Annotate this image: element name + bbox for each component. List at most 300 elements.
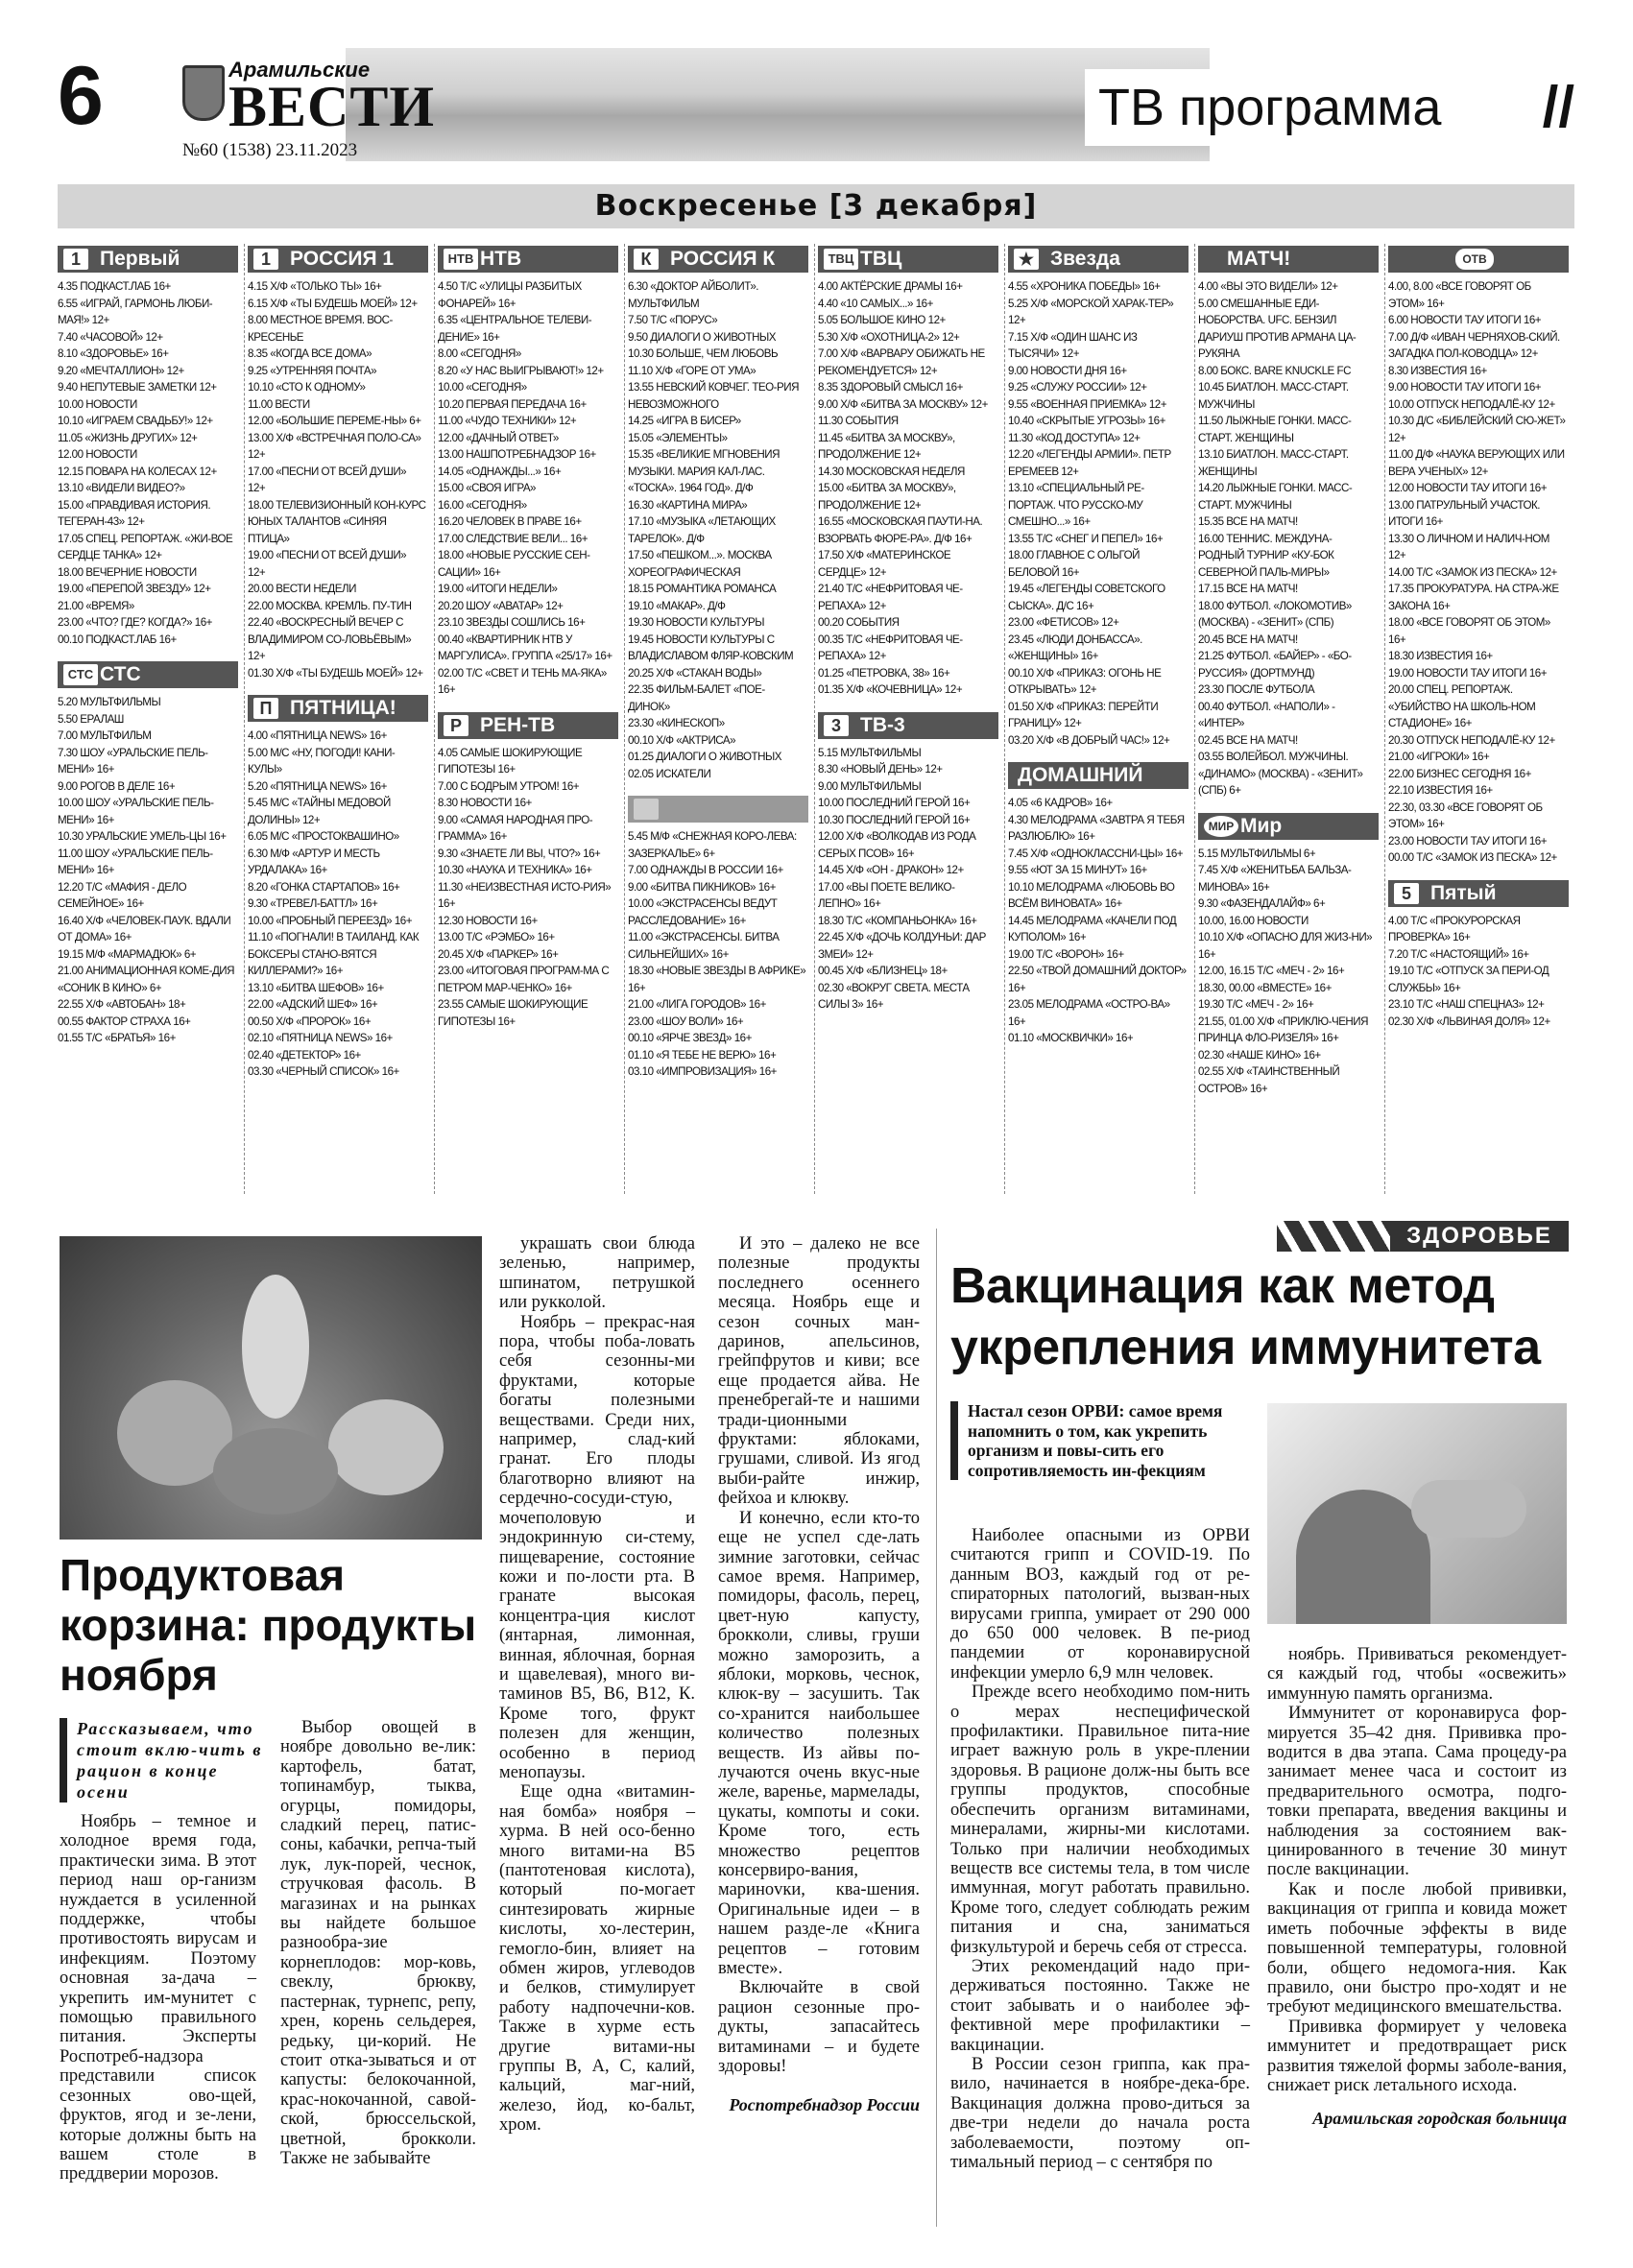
article1-column-b	[280, 1718, 476, 2168]
program-item: 8.30 ИЗВЕСТИЯ 16+	[1388, 364, 1487, 377]
program-item: 16.00 «СЕГОДНЯ»	[438, 498, 527, 512]
paragraph: И конечно, если кто-то еще не успел сде-лать зимние заготовки, сейчас самое время. Например, помидоры, фасоль, перец, цвет-ную капусту, брокколи, сливы, груши можно заморозить, а яблоки, морковь, чеснок, клюк-ву – засушить. Так со-хранится наибольшее количество полезных веществ. Из айвы по-лучаются очень вкус-ные желе, варенье, мармелады, цукаты, компоты и соки. Кроме того, есть множество рецептов консервиро-вания, маринovки, ква-шения. Оригинальные идеи – в нашем разде-ле «Книга рецептов – готовим вместе».	[718, 1508, 920, 1979]
program-item: 22.45 Х/Ф «ДОЧЬ КОЛДУНЬИ: ДАР ЗМЕИ» 12+	[818, 931, 986, 961]
program-item: 14.00 Т/С «ЗАМОК ИЗ ПЕСКА» 12+	[1388, 565, 1557, 579]
program-item: 6.00 НОВОСТИ ТАУ ИТОГИ 16+	[1388, 314, 1542, 326]
vegetables-photo	[60, 1236, 482, 1540]
program-item: 9.30 «ТРЕВЕЛ-БАТТЛ» 16+	[248, 897, 378, 910]
program-item: 10.10 «ИГРАЕМ СВАДЬБУ!» 12+	[58, 415, 213, 427]
channel-header-rentv	[438, 712, 618, 739]
program-item: 02.30 «НАШЕ КИНО» 16+	[1198, 1048, 1321, 1062]
rossiya-logo-icon: 1	[253, 249, 278, 270]
program-item: 02.45 ВСЕ НА МАТЧ!	[1198, 733, 1298, 747]
program-item: 9.50 ДИАЛОГИ О ЖИВОТНЫХ	[628, 330, 777, 344]
program-item: 20.45 ВСЕ НА МАТЧ!	[1198, 633, 1298, 646]
program-item: 7.15 Х/Ф «ОДИН ШАНС ИЗ ТЫСЯЧИ» 12+	[1008, 330, 1138, 360]
program-item: 9.00 Х/Ф «БИТВА ЗА МОСКВУ» 12+	[818, 397, 988, 411]
program-item: 12.00 Х/Ф «ВОЛКОДАВ ИЗ РОДА СЕРЫХ ПСОВ» 16+	[818, 830, 976, 860]
program-item: 17.00 СЛЕДСТВИЕ ВЕЛИ... 16+	[438, 532, 588, 545]
program-item: 18.00 ВЕЧЕРНИЕ НОВОСТИ	[58, 565, 197, 579]
channel-name: ТВЦ	[860, 248, 902, 270]
program-item: 11.00 ШОУ «УРАЛЬСКИЕ ПЕЛЬ-МЕНИ» 16+	[58, 847, 213, 876]
paragraph: Прививка формирует у человека иммунитет и предотвращает риск развития тяжелой формы заболе-вания, снижает риск летального исхода.	[1267, 2017, 1567, 2095]
program-item: 4.55 «ХРОНИКА ПОБЕДЫ» 16+	[1008, 280, 1161, 293]
program-item: 03.10 «ИМПРОВИЗАЦИЯ» 16+	[628, 1065, 777, 1078]
program-item: 19.00 «ПЕСНИ ОТ ВСЕЙ ДУШИ» 12+	[248, 549, 407, 579]
program-item: 5.45 М/Ф «СНЕЖНАЯ КОРО-ЛЕВА: ЗАЗЕРКАЛЬЕ» 6+	[628, 830, 797, 860]
program-item: 9.00 МУЛЬТФИЛЬМЫ	[818, 779, 922, 793]
program-item: 19.45 «ЛЕГЕНДЫ СОВЕТСКОГО СЫСКА». Д/С 16+	[1008, 583, 1165, 612]
program-item: 7.00 ОДНАЖДЫ В РОССИИ 16+	[628, 864, 783, 876]
program-item: 9.55 «ВОЕННАЯ ПРИЕМКА» 12+	[1008, 397, 1167, 411]
program-item: 4.00, 8.00 «ВСЕ ГОВОРЯТ ОБ ЭТОМ» 16+	[1388, 280, 1531, 310]
program-item: 18.30 «НОВЫЕ ЗВЕЗДЫ В АФРИКЕ» 16+	[628, 965, 806, 994]
program-item: 20.20 ШОУ «АВАТАР» 12+	[438, 599, 564, 612]
program-item: 5.25 Х/Ф «МОРСКОЙ ХАРАК-ТЕР» 12+	[1008, 297, 1174, 326]
program-item: 10.00, 16.00 НОВОСТИ	[1198, 914, 1309, 927]
program-item: 14.05 «ОДНАЖДЫ...» 16+	[438, 465, 562, 478]
program-item: 02.40 «ДЕТЕКТОР» 16+	[248, 1048, 361, 1062]
program-item: 15.00 «БИТВА ЗА МОСКВУ», ПРОДОЛЖЕНИЕ 12+	[818, 482, 956, 512]
program-item: 12.15 ПОВАРА НА КОЛЕСАХ 12+	[58, 465, 217, 478]
program-item: 00.35 Т/С «НЕФРИТОВАЯ ЧЕ-РЕПАХА» 12+	[818, 633, 963, 662]
channel-name: МАТЧ!	[1227, 248, 1291, 270]
program-item: 01.55 Т/С «БРАТЬЯ» 16+	[58, 1032, 176, 1044]
program-item: 10.00 ПОСЛЕДНИЙ ГЕРОЙ 16+	[818, 797, 971, 809]
program-item: 18.15 РОМАНТИКА РОМАНСА	[628, 583, 777, 595]
program-item: 17.50 «ПЕШКОМ...». МОСКВА ХОРЕОГРАФИЧЕСКАЯ	[628, 549, 772, 579]
article1-signature: Роспотребнадзор России	[729, 2095, 920, 2115]
channel-header-domashniy	[1008, 762, 1189, 789]
program-item: 01.25 ДИАЛОГИ О ЖИВОТНЫХ	[628, 751, 781, 763]
program-item: 16.55 «МОСКОВСКАЯ ПАУТИ-НА. ВЗОРВАТЬ ФЮРЕ-РА». Д/Ф 16+	[818, 515, 983, 545]
program-item: 22.10 ИЗВЕСТИЯ 16+	[1388, 784, 1493, 797]
program-item: 4.30 МЕЛОДРАМА «ЗАВТРА Я ТЕБЯ РАЗЛЮБЛЮ» 16+	[1008, 813, 1185, 843]
program-item: 4.00 «ВЫ ЭТО ВИДЕЛИ» 12+	[1198, 280, 1338, 293]
program-item: 10.30 УРАЛЬСКИЕ УМЕЛЬ-ЦЫ 16+	[58, 830, 227, 843]
program-item: 7.40 «ЧАСОВОЙ» 12+	[58, 330, 163, 344]
program-item: 9.25 «СЛУЖУ РОССИИ» 12+	[1008, 381, 1147, 394]
program-item: 01.25 «ПЕТРОВКА, 38» 16+	[818, 666, 950, 680]
section-slashes: //	[1542, 75, 1574, 139]
program-item: 19.00 НОВОСТИ ТАУ ИТОГИ 16+	[1388, 666, 1548, 680]
channel-name: ДОМАШНИЙ	[1018, 764, 1143, 786]
program-item: 02.30 «ВОКРУГ СВЕТА. МЕСТА СИЛЫ 3» 16+	[818, 981, 970, 1011]
program-item: 9.40 НЕПУТЕВЫЕ ЗАМЕТКИ 12+	[58, 381, 217, 394]
program-item: 5.45 М/С «ТАЙНЫ МЕДОВОЙ ДОЛИНЫ» 12+	[248, 797, 391, 826]
tv-column-3	[438, 244, 618, 1194]
program-item: 5.00 М/С «НУ, ПОГОДИ! КАНИ-КУЛЫ»	[248, 746, 396, 776]
program-item: 9.20 «МЕЧТАЛЛИОН» 12+	[58, 364, 184, 377]
program-item: 21.00 «ЛИГА ГОРОДОВ» 16+	[628, 998, 766, 1011]
program-item: 19.15 М/Ф «МАРМАДЮК» 6+	[58, 947, 197, 961]
tv-column-5	[818, 244, 998, 1194]
logo-subtitle: Арамильские	[228, 58, 371, 82]
program-item: 10.10 Х/Ф «ОПАСНО ДЛЯ ЖИЗ-НИ» 16+	[1198, 931, 1373, 961]
program-item: 9.00 «САМАЯ НАРОДНАЯ ПРО-ГРАММА» 16+	[438, 813, 593, 843]
program-item: 19.10 «МАКАР». Д/Ф	[628, 599, 726, 612]
program-item: 11.45 «БИТВА ЗА МОСКВУ», ПРОДОЛЖЕНИЕ 12+	[818, 431, 955, 461]
program-item: 10.10 МЕЛОДРАМА «ЛЮБОВЬ ВО ВСЁМ ВИНОВАТА» 16+	[1008, 880, 1175, 910]
ntv-logo-icon: НТВ	[444, 249, 478, 270]
program-item: 11.50 ЛЫЖНЫЕ ГОНКИ. МАСС-СТАРТ. ЖЕНЩИНЫ	[1198, 415, 1352, 444]
program-item: 4.50 Т/С «УЛИЦЫ РАЗБИТЫХ ФОНАРЕЙ» 16+	[438, 280, 582, 310]
channel-header-pyatnica	[248, 695, 428, 722]
program-item: 9.55 «ЮТ ЗА 15 МИНУТ» 16+	[1008, 864, 1147, 876]
program-list	[818, 745, 998, 1014]
program-item: 01.50 Х/Ф «ПРИКАЗ: ПЕРЕЙТИ ГРАНИЦУ» 12+	[1008, 700, 1159, 729]
program-item: 9.30 «ФАЗЕНДАЛАЙФ» 6+	[1198, 897, 1326, 910]
program-item: 01.30 Х/Ф «ТЫ БУДЕШЬ МОЕЙ» 12+	[248, 666, 423, 680]
program-item: 5.15 МУЛЬТФИЛЬМЫ 6+	[1198, 847, 1316, 860]
program-item: 10.30 ПОСЛЕДНИЙ ГЕРОЙ 16+	[818, 813, 971, 826]
program-item: 16.30 «КАРТИНА МИРА»	[628, 498, 748, 512]
paragraph: Выбор овощей в ноябре довольно ве-лик: картофель, батат, топинамбур, тыква, огурцы, помидоры, сладкий перец, патис-соны, кабачки, репча-тый лук, лук-порей, чеснок, стручковая фасоль. В магазинах и на рынках вы найдете большое разнообра-зие корнеплодов: мор-ковь, свеклу, брюкву, пастернак, турнепс, репу, хрен, корень сельдерея, редьку, ци-корий. Не стоит отка-зываться и от капусты: белокочанной, крас-нокочанной, савой-ской, брюссельской, цветной, брокколи. Также не забывайте	[280, 1718, 476, 2168]
program-item: 13.30 О ЛИЧНОМ И НАЛИЧ-НОМ 12+	[1388, 532, 1549, 561]
program-item: 8.35 «КОГДА ВСЕ ДОМА»	[248, 347, 372, 360]
program-item: 22.00 «АДСКИЙ ШЕФ» 16+	[248, 998, 378, 1011]
article1-column-d-text	[718, 1234, 920, 2076]
channel-name: РОССИЯ К	[670, 248, 776, 270]
program-item: 7.20 Т/С «НАСТОЯЩИЙ» 16+	[1388, 947, 1529, 961]
tv-column-6	[1008, 244, 1189, 1194]
day-bar: Воскресенье [3 декабря]	[58, 184, 1574, 228]
program-item: 19.30 НОВОСТИ КУЛЬТУРЫ	[628, 616, 764, 629]
program-item: 12.20 Т/С «МАФИЯ - ДЕЛО СЕМЕЙНОЕ» 16+	[58, 880, 187, 910]
channel-header-tvc	[818, 246, 998, 273]
program-list	[1388, 278, 1569, 867]
program-item: 00.00 Т/С «ЗАМОК ИЗ ПЕСКА» 12+	[1388, 851, 1557, 864]
program-item: 20.30 ОТПУСК НЕПОДАЛЁ-КУ 12+	[1388, 733, 1555, 747]
program-list	[58, 278, 238, 648]
program-item: 4.05 «6 КАДРОВ» 16+	[1008, 797, 1113, 809]
program-item: 23.45 «ЛЮДИ ДОНБАССА». «ЖЕНЩИНЫ» 16+	[1008, 633, 1142, 662]
program-item: 4.35 ПОДКАСТ.ЛАБ 16+	[58, 280, 171, 293]
program-item: 00.50 Х/Ф «ПРОРОК» 16+	[248, 1015, 372, 1028]
program-item: 21.40 Т/С «НЕФРИТОВАЯ ЧЕ-РЕПАХА» 12+	[818, 583, 963, 612]
program-item: 5.20 «ПЯТНИЦА NEWS» 16+	[248, 779, 387, 793]
program-item: 19.00 «ПЕРЕПОЙ ЗВЕЗДУ» 12+	[58, 583, 211, 595]
program-item: 10.30 «НАУКА И ТЕХНИКА» 16+	[438, 864, 592, 876]
program-item: 7.45 Х/Ф «ОДНОКЛАССНИ-ЦЫ» 16+	[1008, 847, 1184, 860]
program-item: 9.00 «БИТВА ПИКНИКОВ» 16+	[628, 880, 776, 894]
program-item: 8.30 НОВОСТИ 16+	[438, 797, 532, 809]
program-item: 02.05 ИСКАТЕЛИ	[628, 767, 711, 780]
program-item: 13.00 ПАТРУЛЬНЫЙ УЧАСТОК. ИТОГИ 16+	[1388, 498, 1540, 528]
program-list	[818, 278, 998, 699]
program-item: 11.00 Д/Ф «НАУКА ВЕРУЮЩИХ ИЛИ ВЕРА УЧЕНЫХ» 12+	[1388, 448, 1565, 478]
paragraph: Ноябрь – темное и холодное время года, практически зима. В этот период наш ор-ганизм нуждается в усиленной поддержке, чтобы противостоять вирусам и инфекциям. Поэтому основная за-дача – укрепить им-мунитет с помощью правильного питания. Эксперты Роспотреб-надзора представили список сезонных ово-щей, фруктов, ягод и зе-лени, которые должны быть на вашем столе в преддверии морозов.	[60, 1812, 256, 2184]
program-item: 15.35 ВСЕ НА МАТЧ!	[1198, 515, 1298, 528]
tv3-logo-icon: 3	[824, 715, 849, 736]
program-item: 11.00 «ЧУДО ТЕХНИКИ» 12+	[438, 415, 577, 427]
program-item: 22.00 БИЗНЕС СЕГОДНЯ 16+	[1388, 767, 1531, 780]
program-item: 7.00 Д/Ф «ИВАН ЧЕРНЯХОВ-СКИЙ. ЗАГАДКА ПОЛ-КОВОДЦА» 12+	[1388, 330, 1560, 360]
program-item: 23.00 «ШОУ ВОЛИ» 16+	[628, 1015, 744, 1028]
program-item: 10.30 БОЛЬШЕ, ЧЕМ ЛЮБОВЬ	[628, 347, 779, 360]
program-item: 7.45 Х/Ф «ЖЕНИТЬБА БАЛЬЗА-МИНОВА» 16+	[1198, 864, 1352, 894]
program-item: 02.10 «ПЯТНИЦА NEWS» 16+	[248, 1032, 393, 1044]
program-item: 12.00 «БОЛЬШИЕ ПЕРЕМЕ-НЫ» 6+	[248, 415, 421, 427]
program-item: 16.40 Х/Ф «ЧЕЛОВЕК-ПАУК. ВДАЛИ ОТ ДОМА» 16+	[58, 914, 231, 943]
program-list	[438, 278, 618, 699]
program-item: 23.05 МЕЛОДРАМА «ОСТРО-ВА» 16+	[1008, 998, 1170, 1028]
program-item: 8.20 «ГОНКА СТАРТАПОВ» 16+	[248, 880, 400, 894]
coat-of-arms-icon	[182, 65, 225, 121]
channel-name: РЕН-ТВ	[480, 713, 556, 736]
program-item: 4.15 Х/Ф «ТОЛЬКО ТЫ» 16+	[248, 280, 382, 293]
paragraph: ноябрь. Прививаться рекомендует-ся каждый год, чтобы «освежить» иммунную память организма.	[1267, 1645, 1567, 1704]
channel-header-zvezda	[1008, 246, 1189, 273]
paragraph: украшать свои блюда зеленью, например, шпинатом, петрушкой или рукколой.	[499, 1234, 695, 1313]
program-item: 23.00 «ИТОГОВАЯ ПРОГРАМ-МА С ПЕТРОМ МАР-ЧЕНКО» 16+	[438, 965, 610, 994]
article1-title: Продуктовая корзина: продукты ноября	[60, 1550, 477, 1700]
program-item: 23.10 Т/С «НАШ СПЕЦНАЗ» 12+	[1388, 998, 1545, 1011]
paragraph: И это – далеко не все полезные продукты последнего осеннего месяца. Ноябрь еще и сезон сочных ман-даринов, апельсинов, грейпфрутов и киви; все еще продается айва. Не пренебрегай-те и нашими тради-ционными фруктами: яблоками, грушами, сливой. Из ягод выби-райте инжир, фейхоа и клюкву.	[718, 1234, 920, 1509]
logo-title: ВЕСТИ	[228, 75, 436, 138]
program-item: 01.35 Х/Ф «КОЧЕВНИЦА» 12+	[818, 683, 963, 696]
program-list	[58, 694, 238, 1047]
program-item: 23.00 «ЧТО? ГДЕ? КОГДА?» 16+	[58, 616, 212, 629]
program-item: 23.00 «ФЕТИСОВ» 12+	[1008, 616, 1119, 629]
program-item: 17.35 ПРОКУРАТУРА. НА СТРА-ЖЕ ЗАКОНА 16+	[1388, 583, 1559, 612]
program-item: 4.00 Т/С «ПРОКУРОРСКАЯ ПРОВЕРКА» 16+	[1388, 914, 1521, 943]
program-item: 12.00, 16.15 Т/С «МЕЧ - 2» 16+	[1198, 965, 1345, 977]
program-item: 22.30, 03.30 «ВСЕ ГОВОРЯТ ОБ ЭТОМ» 16+	[1388, 800, 1543, 830]
program-item: 00.10 Х/Ф «АКТРИСА»	[628, 733, 736, 747]
channel-name: Мир	[1240, 814, 1283, 837]
program-item: 12.00 НОВОСТИ ТАУ ИТОГИ 16+	[1388, 482, 1548, 494]
paragraph: Этих рекомендаций надо при-держиваться постоянно. Также не стоит забывать и о наиболее эф-фективной мере профилактики – вакцинации.	[950, 1956, 1250, 2055]
article2-lead: Настал сезон ОРВИ: самое время напомнить о том, как укрепить организм и повы-сить его сопротивляемость ин-фекциям	[950, 1401, 1267, 1480]
program-item: 6.55 «ИГРАЙ, ГАРМОНЬ ЛЮБИ-МАЯ!» 12+	[58, 297, 213, 326]
program-item: 23.55 САМЫЕ ШОКИРУЮЩИЕ ГИПОТЕЗЫ 16+	[438, 998, 588, 1028]
program-item: 19.30 Т/С «МЕЧ - 2» 16+	[1198, 998, 1314, 1011]
article2-column-b-text	[1267, 1645, 1567, 2095]
program-item: 5.20 МУЛЬТФИЛЬМЫ	[58, 696, 161, 708]
channel-header-ntv	[438, 246, 618, 273]
program-item: 17.10 «МУЗЫКА «ЛЕТАЮЩИХ ТАРЕЛОК». Д/Ф	[628, 515, 776, 545]
issue-line: №60 (1538) 23.11.2023	[182, 140, 358, 160]
program-item: 13.10 «ВИДЕЛИ ВИДЕО?»	[58, 482, 185, 494]
program-item: 7.00 МУЛЬТФИЛЬМ	[58, 729, 152, 742]
program-item: 17.00 «ПЕСНИ ОТ ВСЕЙ ДУШИ» 12+	[248, 465, 407, 494]
program-item: 8.30 «НОВЫЙ ДЕНЬ» 12+	[818, 763, 943, 776]
channel-header-pyatyy	[1388, 880, 1569, 907]
channel-header-rossiya1	[248, 246, 428, 273]
program-item: 10.00 ШОУ «УРАЛЬСКИЕ ПЕЛЬ-МЕНИ» 16+	[58, 797, 214, 826]
program-item: 11.10 «ПОГНАЛИ! В ТАИЛАНД. КАК БОКСЕРЫ СТАНО-ВЯТСЯ КИЛЛЕРАМИ?» 16+	[248, 931, 420, 977]
program-item: 00.20 СОБЫТИЯ	[818, 616, 900, 629]
program-item: 8.10 «ЗДОРОВЬЕ» 16+	[58, 347, 169, 360]
program-item: 02.30 Х/Ф «ЛЬВИНАЯ ДОЛЯ» 12+	[1388, 1015, 1550, 1028]
rubric-stripes	[1277, 1221, 1402, 1252]
program-item: 10.10 «СТО К ОДНОМУ»	[248, 381, 366, 394]
program-item: 01.10 «МОСКВИЧКИ» 16+	[1008, 1032, 1134, 1044]
tv-grid	[58, 244, 1578, 1194]
program-item: 7.50 Т/С «ПОРУС»	[628, 314, 718, 326]
program-item: 13.00 НАШПОТРЕБНАДЗОР 16+	[438, 448, 596, 461]
program-item: 22.50 «ТВОЙ ДОМАШНИЙ ДОКТОР» 16+	[1008, 965, 1187, 994]
program-list	[1008, 795, 1189, 1047]
program-item: 21.55, 01.00 Х/Ф «ПРИКЛЮ-ЧЕНИЯ ПРИНЦА ФЛО-РИЗЕЛЯ» 16+	[1198, 1015, 1368, 1044]
program-item: 6.05 М/С «ПРОСТОКВАШИНО»	[248, 830, 399, 843]
program-item: 11.00 ВЕСТИ	[248, 397, 310, 411]
program-item: 14.45 Х/Ф «ОН - ДРАКОН» 12+	[818, 864, 964, 876]
program-item: 00.40 ФУТБОЛ. «НАПОЛИ» - «ИНТЕР»	[1198, 700, 1335, 729]
program-item: 14.20 ЛЫЖНЫЕ ГОНКИ. МАСС-СТАРТ. МУЖЧИНЫ	[1198, 482, 1353, 512]
tv-column-2	[248, 244, 428, 1194]
program-item: 21.00 «ВРЕМЯ»	[58, 599, 134, 612]
program-item: 14.25 «ИГРА В БИСЕР»	[628, 415, 741, 427]
program-item: 5.30 Х/Ф «ОХОТНИЦА-2» 12+	[818, 330, 960, 344]
program-item: 22.55 Х/Ф «АВТОБАН» 18+	[58, 998, 186, 1011]
program-item: 10.00 ОТПУСК НЕПОДАЛЁ-КУ 12+	[1388, 397, 1555, 411]
program-item: 5.50 ЕРАЛАШ	[58, 712, 124, 726]
program-item: 11.30 СОБЫТИЯ	[818, 415, 899, 427]
program-list	[1008, 278, 1189, 749]
program-item: 4.00 «ПЯТНИЦА NEWS» 16+	[248, 729, 387, 742]
program-item: 16.20 ЧЕЛОВЕК В ПРАВЕ 16+	[438, 515, 582, 528]
program-item: 12.00 НОВОСТИ	[58, 448, 137, 461]
program-item: 9.00 РОГОВ В ДЕЛЕ 16+	[58, 779, 176, 793]
program-item: 00.10 Х/Ф «ПРИКАЗ: ОГОНЬ НЕ ОТКРЫВАТЬ» 12+	[1008, 666, 1162, 696]
program-item: 19.00 «ИТОГИ НЕДЕЛИ»	[438, 583, 558, 595]
program-item: 10.40 «СКРЫТЫЕ УГРОЗЫ» 16+	[1008, 415, 1165, 427]
program-list	[438, 745, 618, 1031]
tv-column-7	[1198, 244, 1379, 1194]
tv-column-8	[1388, 244, 1569, 1194]
program-item: 10.00 «СЕГОДНЯ»	[438, 381, 527, 394]
program-item: 9.00 НОВОСТИ ДНЯ 16+	[1008, 364, 1127, 377]
program-item: 6.30 М/Ф «АРТУР И МЕСТЬ УРДАЛАКА» 16+	[248, 847, 380, 876]
program-list	[248, 728, 428, 1081]
program-item: 11.30 «КОД ДОСТУПА» 12+	[1008, 431, 1141, 444]
program-item: 02.00 Т/С «СВЕТ И ТЕНЬ МА-ЯКА» 16+	[438, 666, 607, 696]
program-item: 10.45 БИАТЛОН. МАСС-СТАРТ. МУЖЧИНЫ	[1198, 381, 1349, 411]
program-item: 02.55 Х/Ф «ТАИНСТВЕННЫЙ ОСТРОВ» 16+	[1198, 1065, 1340, 1095]
program-item: 18.30 ИЗВЕСТИЯ 16+	[1388, 650, 1493, 662]
program-item: 14.30 МОСКОВСКАЯ НЕДЕЛЯ	[818, 465, 965, 478]
page-number: 6	[58, 50, 104, 142]
program-item: 15.00 «ПРАВДИВАЯ ИСТОРИЯ. ТЕГЕРАН-43» 12+	[58, 498, 211, 528]
program-item: 15.35 «ВЕЛИКИЕ МГНОВЕНИЯ МУЗЫКИ. МАРИЯ КАЛ-ЛАС. «ТОСКА». 1964 ГОД». Д/Ф	[628, 448, 780, 494]
program-item: 23.30 «КИНЕСКОП»	[628, 717, 725, 729]
tnt-logo-icon	[634, 799, 659, 820]
article2-column-a	[950, 1526, 1250, 2172]
program-list	[628, 278, 808, 782]
rubric-health	[1277, 1221, 1565, 1252]
page-header	[58, 48, 1574, 163]
program-item: 18.30, 00.00 «ВМЕСТЕ» 16+	[1198, 981, 1332, 994]
program-item: 7.00 Х/Ф «ВАРВАРУ ОБИЖАТЬ НЕ РЕКОМЕНДУЕТСЯ» 12+	[818, 347, 985, 377]
program-list	[248, 278, 428, 681]
otv-logo-icon: ОТВ	[1455, 249, 1494, 270]
program-list	[1388, 913, 1569, 1031]
paragraph: Ноябрь – прекрас-ная пора, чтобы поба-ловать себя сезонны-ми фруктами, которые богаты полезными веществами. Среди них, например, слад-кий гранат. Его плоды благотворно влияют на сердечно-сосуди-стую, мочеполовую и эндокринную си-стему, пищеварение, состояние кожи и по-лости рта. В гранате высокая концентра-ция кислот (янтарная, лимонная, винная, яблочная, борная и щавелевая), много ви-таминов В5, В6, В12, К. Кроме того, фрукт полезен для женщин, особенно в период менопаузы.	[499, 1312, 695, 1782]
program-item: 22.40 «ВОСКРЕСНЫЙ ВЕЧЕР С ВЛАДИМИРОМ СО-ЛОВЬЁВЫМ» 12+	[248, 616, 412, 662]
newspaper-logo	[182, 58, 470, 160]
paragraph: Наиболее опасными из ОРВИ считаются грипп и COVID-19. По данным ВОЗ, каждый год от ре-спираторных патологий, вызван-ных вирусами гриппа, умирает от 290 000 до 650 000 человек. В пе-риод пандемии от коронавирусной инфекции умерло 6,9 млн человек.	[950, 1526, 1250, 1683]
program-item: 22.35 ФИЛЬМ-БАЛЕТ «ПОЕ-ДИНОК»	[628, 683, 765, 713]
header-landscape-photo	[346, 48, 1210, 161]
star-icon: ★	[1014, 249, 1039, 270]
channel-header-perviy	[58, 246, 238, 273]
program-item: 13.10 «СПЕЦИАЛЬНЫЙ РЕ-ПОРТАЖ. ЧТО РУССКО-МУ СМЕШНО...» 16+	[1008, 482, 1144, 528]
channel-header-tv3	[818, 712, 998, 739]
program-item: 13.55 Т/С «СНЕГ И ПЕПЕЛ» 16+	[1008, 532, 1164, 545]
program-item: 18.00 «ВСЕ ГОВОРЯТ ОБ ЭТОМ» 16+	[1388, 616, 1550, 646]
mir-logo-icon: МИР	[1204, 816, 1238, 837]
program-item: 19.45 НОВОСТИ КУЛЬТУРЫ С ВЛАДИСЛАВОМ ФЛЯР-КОВСКИМ	[628, 633, 794, 662]
channel-name: ТВ-3	[860, 713, 905, 736]
article1-column-c	[499, 1234, 695, 2136]
program-item: 21.00 «ИГРОКИ» 16+	[1388, 751, 1490, 763]
perviy-logo-icon: 1	[63, 249, 88, 270]
program-item: 00.45 Х/Ф «БЛИЗНЕЦ» 18+	[818, 965, 948, 977]
article1-lead: Рассказываем, что стоит вклю-чить в рацион в конце осени	[60, 1718, 274, 1802]
program-item: 8.20 «У НАС ВЫИГРЫВАЮТ!» 12+	[438, 364, 604, 377]
program-item: 12.20 «ЛЕГЕНДЫ АРМИИ». ПЕТР ЕРЕМЕЕВ 12+	[1008, 448, 1171, 478]
tv-column-1	[58, 244, 238, 1194]
section-title: ТВ программа	[1085, 69, 1549, 146]
vaccination-photo	[1267, 1403, 1567, 1624]
channel-header-sts	[58, 661, 238, 688]
program-item: 20.45 Х/Ф «ПАРКЕР» 16+	[438, 947, 559, 961]
program-item: 10.00 «ПРОБНЫЙ ПЕРЕЕЗД» 16+	[248, 914, 413, 927]
sts-logo-icon: СТС	[63, 664, 98, 685]
channel-name: Звезда	[1050, 248, 1120, 270]
program-item: 9.00 НОВОСТИ ТАУ ИТОГИ 16+	[1388, 381, 1542, 394]
program-item: 6.15 Х/Ф «ТЫ БУДЕШЬ МОЕЙ» 12+	[248, 297, 418, 310]
paragraph: Как и после любой прививки, вакцинация от гриппа и ковида может иметь побочные эффекты в виде повышенной температуры, головной боли, общего недомога-ния. Как правило, они быстро про-ходят и не требуют медицинского вмешательства.	[1267, 1879, 1567, 2017]
program-list	[628, 828, 808, 1081]
program-item: 6.30 «ДОКТОР АЙБОЛИТ». МУЛЬТФИЛЬМ	[628, 280, 759, 310]
program-item: 8.00 БОКС. BARE KNUCKLE FC	[1198, 364, 1351, 377]
program-item: 18.00 ТЕЛЕВИЗИОННЫЙ КОН-КУРС ЮНЫХ ТАЛАНТОВ «СИНЯЯ ПТИЦА»	[248, 498, 426, 545]
program-item: 00.55 ФАКТОР СТРАХА 16+	[58, 1015, 191, 1028]
program-item: 22.00 МОСКВА. КРЕМЛЬ. ПУ-ТИН	[248, 599, 412, 612]
program-item: 17.05 СПЕЦ. РЕПОРТАЖ. «ЖИ-ВОЕ СЕРДЦЕ ТАНКА» 12+	[58, 532, 233, 561]
program-item: 23.00 НОВОСТИ ТАУ ИТОГИ 16+	[1388, 834, 1548, 848]
program-item: 20.00 СПЕЦ. РЕПОРТАЖ. «УБИЙСТВО НА ШКОЛЬ-НОМ СТАДИОНЕ» 16+	[1388, 683, 1536, 729]
program-item: 18.00 ФУТБОЛ. «ЛОКОМОТИВ» (МОСКВА) - «ЗЕНИТ» (СПБ)	[1198, 599, 1352, 629]
program-item: 17.50 Х/Ф «МАТЕРИНСКОЕ СЕРДЦЕ» 12+	[818, 549, 951, 579]
program-item: 00.10 «ЯРЧЕ ЗВЕЗД» 16+	[628, 1032, 752, 1044]
channel-name: Пятый	[1430, 881, 1497, 904]
program-item: 18.00 ГЛАВНОЕ С ОЛЬГОЙ БЕЛОВОЙ 16+	[1008, 549, 1140, 579]
pyatyy-logo-icon: 5	[1394, 883, 1419, 904]
program-item: 00.10 ПОДКАСТ.ЛАБ 16+	[58, 633, 177, 646]
article2-column-b	[1267, 1645, 1567, 2129]
program-item: 21.25 ФУТБОЛ. «БАЙЕР» - «БО-РУССИЯ» (ДОРТМУНД)	[1198, 650, 1352, 680]
program-item: 10.00 НОВОСТИ	[58, 397, 137, 411]
program-item: 17.15 ВСЕ НА МАТЧ!	[1198, 583, 1298, 595]
pyatnica-logo-icon: П	[253, 698, 278, 719]
program-item: 7.00 С БОДРЫМ УТРОМ! 16+	[438, 779, 580, 793]
channel-header-tnt	[628, 796, 808, 823]
article1-column-d	[718, 1234, 920, 2115]
program-item: 10.00 «ЭКСТРАСЕНСЫ ВЕДУТ РАССЛЕДОВАНИЕ» 16+	[628, 897, 778, 927]
program-item: 4.00 АКТЁРСКИЕ ДРАМЫ 16+	[818, 280, 963, 293]
program-item: 13.10 «БИТВА ШЕФОВ» 16+	[248, 981, 384, 994]
program-item: 8.00 «СЕГОДНЯ»	[438, 347, 521, 360]
program-item: 9.30 «ЗНАЕТЕ ЛИ ВЫ, ЧТО?» 16+	[438, 847, 601, 860]
program-list	[1198, 278, 1379, 800]
channel-name: Первый	[100, 248, 180, 270]
channel-name: ПЯТНИЦА!	[290, 697, 396, 719]
program-item: 01.10 «Я ТЕБЕ НЕ ВЕРЮ» 16+	[628, 1048, 777, 1062]
